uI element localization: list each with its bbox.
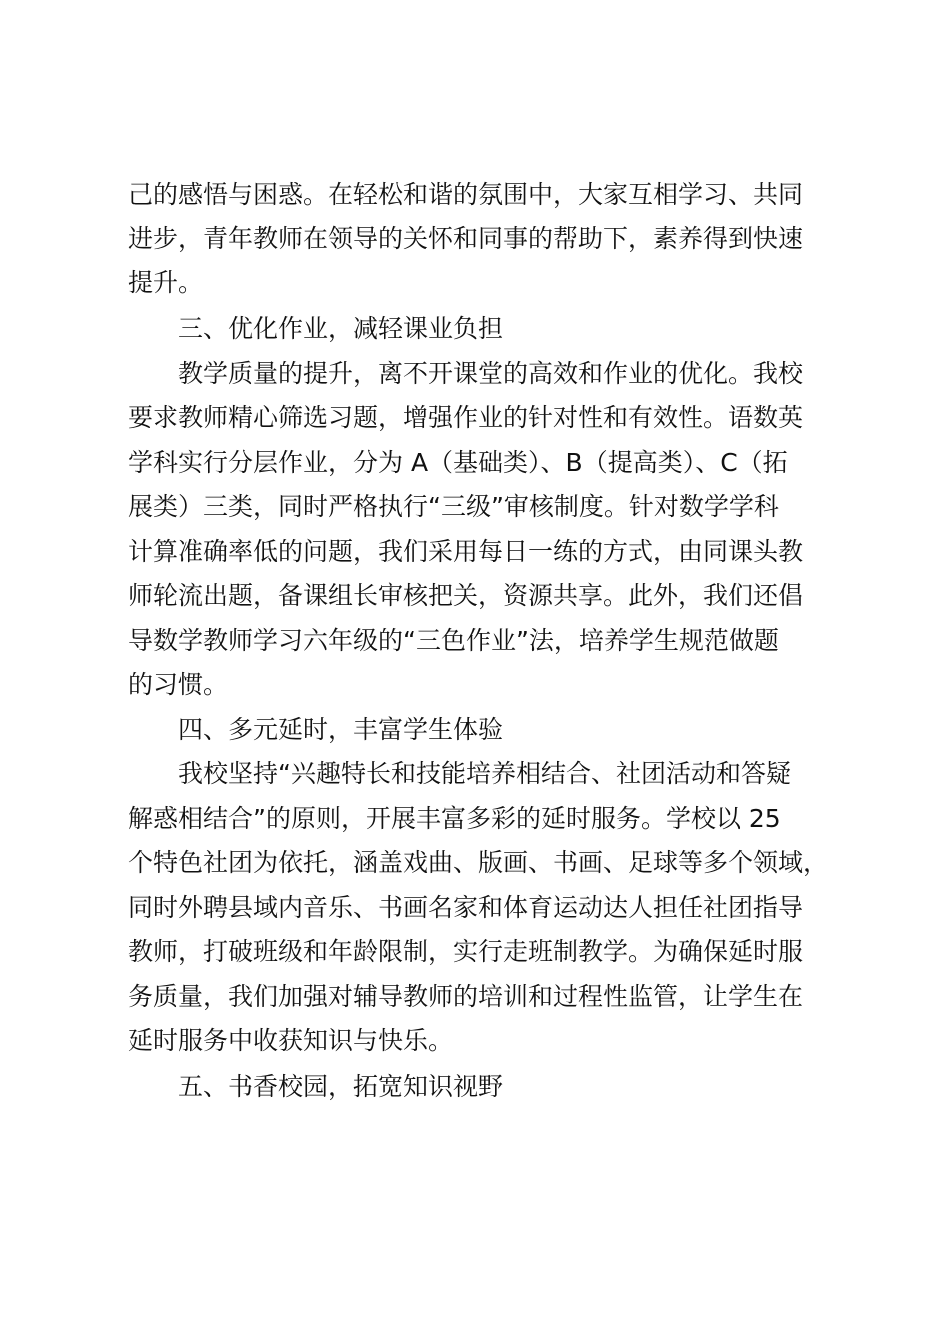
paragraph-line: 个特色社团为依托，涵盖戏曲、版画、书画、足球等多个领域， — [128, 848, 829, 877]
paragraph-line: 教师，打破班级和年龄限制，实行走班制教学。为确保延时服 — [128, 937, 804, 966]
paragraph-line: 的习惯。 — [128, 670, 229, 699]
paragraph-line: 进步，青年教师在领导的关怀和同事的帮助下，素养得到快速 — [128, 224, 804, 253]
paragraph-line: 提升。 — [128, 268, 204, 297]
paragraph-line: 我校坚持“兴趣特长和技能培养相结合、社团活动和答疑 — [178, 759, 791, 788]
section-heading: 五、书香校园，拓宽知识视野 — [178, 1072, 504, 1101]
paragraph-line: 延时服务中收获知识与快乐。 — [128, 1026, 454, 1055]
paragraph-line: 同时外聘县域内音乐、书画名家和体育运动达人担任社团指导 — [128, 893, 804, 922]
paragraph-line: 己的感悟与困惑。在轻松和谐的氛围中，大家互相学习、共同 — [128, 180, 804, 209]
section-heading: 四、多元延时，丰富学生体验 — [178, 715, 504, 744]
paragraph-line: 师轮流出题，备课组长审核把关，资源共享。此外，我们还倡 — [128, 581, 804, 610]
paragraph-line: 要求教师精心筛选习题，增强作业的针对性和有效性。语数英 — [128, 403, 804, 432]
paragraph-line: 学科实行分层作业，分为 A（基础类）、B（提高类）、C（拓 — [128, 448, 788, 477]
paragraph-line: 教学质量的提升，离不开课堂的高效和作业的优化。我校 — [178, 359, 804, 388]
paragraph-line: 导数学教师学习六年级的“三色作业”法，培养学生规范做题 — [128, 626, 779, 655]
section-heading: 三、优化作业，减轻课业负担 — [178, 314, 504, 343]
paragraph-line: 展类）三类，同时严格执行“三级”审核制度。针对数学学科 — [128, 492, 779, 521]
paragraph-line: 务质量，我们加强对辅导教师的培训和过程性监管，让学生在 — [128, 982, 804, 1011]
paragraph-line: 解惑相结合”的原则，开展丰富多彩的延时服务。学校以 25 — [128, 804, 781, 833]
paragraph-line: 计算准确率低的问题，我们采用每日一练的方式，由同课头教 — [128, 537, 804, 566]
